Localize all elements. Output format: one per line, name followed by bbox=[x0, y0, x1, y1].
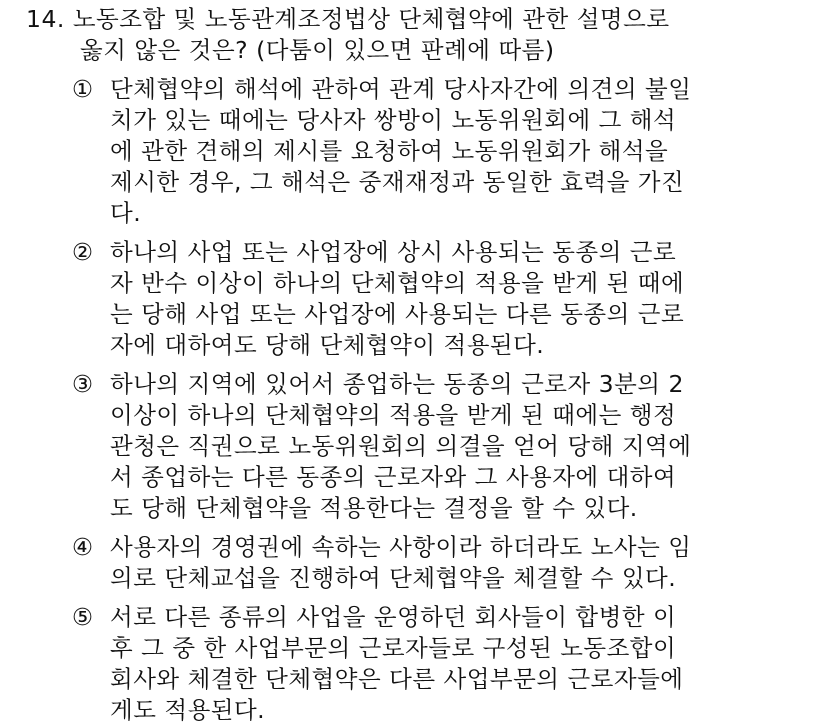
option-text: 관청은 직권으로 노동위원회의 의결을 얻어 당해 지역에 bbox=[110, 432, 692, 460]
option-marker: ① bbox=[72, 75, 94, 103]
option-first-line bbox=[0, 602, 826, 633]
option-text: 도 당해 단체협약을 적용한다는 결정을 할 수 있다. bbox=[110, 494, 638, 522]
question-stem-line bbox=[0, 4, 826, 35]
option-marker: ⑤ bbox=[72, 603, 94, 631]
option-marker: ③ bbox=[72, 370, 94, 398]
option-text: 의로 단체교섭을 진행하여 단체협약을 체결할 수 있다. bbox=[110, 564, 677, 592]
option-text: 서로 다른 종류의 사업을 운영하던 회사들이 합병한 이 bbox=[110, 603, 677, 631]
option-text: 이상이 하나의 단체협약의 적용을 받게 된 때에는 행정 bbox=[110, 401, 677, 429]
option-text: 게도 적용된다. bbox=[110, 696, 266, 724]
option-5 bbox=[0, 602, 826, 726]
option-text: 자에 대하여도 당해 단체협약이 적용된다. bbox=[110, 331, 545, 359]
option-text: 회사와 체결한 단체협약은 다른 사업부문의 근로자들에 bbox=[110, 665, 684, 693]
option-text: 제시한 경우, 그 해석은 중재재정과 동일한 효력을 가진 bbox=[110, 168, 685, 196]
option-text: 자 반수 이상이 하나의 단체협약의 적용을 받게 된 때에 bbox=[110, 269, 685, 297]
option-first-line bbox=[0, 369, 826, 400]
question-stem-line: 옳지 않은 것은? (다툼이 있으면 판례에 따름) bbox=[80, 36, 555, 64]
option-text: 서 종업하는 다른 동종의 근로자와 그 사용자에 대하여 bbox=[110, 463, 677, 491]
option-2 bbox=[0, 237, 826, 361]
option-4 bbox=[0, 532, 826, 594]
option-text: 다. bbox=[110, 199, 142, 227]
option-text: 하나의 사업 또는 사업장에 상시 사용되는 동종의 근로 bbox=[110, 238, 677, 266]
question-number: 14. bbox=[26, 5, 65, 33]
option-text: 에 관한 견해의 제시를 요청하여 노동위원회가 해석을 bbox=[110, 137, 669, 165]
option-marker: ② bbox=[72, 238, 94, 266]
option-first-line bbox=[0, 237, 826, 268]
question-text: 노동조합 및 노동관계조정법상 단체협약에 관한 설명으로 bbox=[72, 5, 670, 33]
option-3 bbox=[0, 369, 826, 524]
option-text: 치가 있는 때에는 당사자 쌍방이 노동위원회에 그 해석 bbox=[110, 106, 677, 134]
option-text: 는 당해 사업 또는 사업장에 사용되는 다른 동종의 근로 bbox=[110, 300, 685, 328]
option-text: 후 그 중 한 사업부문의 근로자들로 구성된 노동조합이 bbox=[110, 634, 677, 662]
option-text: 단체협약의 해석에 관하여 관계 당사자간에 의견의 불일 bbox=[110, 75, 692, 103]
option-text: 사용자의 경영권에 속하는 사항이라 하더라도 노사는 임 bbox=[110, 533, 692, 561]
option-1 bbox=[0, 74, 826, 229]
option-first-line bbox=[0, 532, 826, 563]
option-text: 하나의 지역에 있어서 종업하는 동종의 근로자 3분의 2 bbox=[110, 370, 684, 398]
option-marker: ④ bbox=[72, 533, 94, 561]
option-first-line bbox=[0, 74, 826, 105]
